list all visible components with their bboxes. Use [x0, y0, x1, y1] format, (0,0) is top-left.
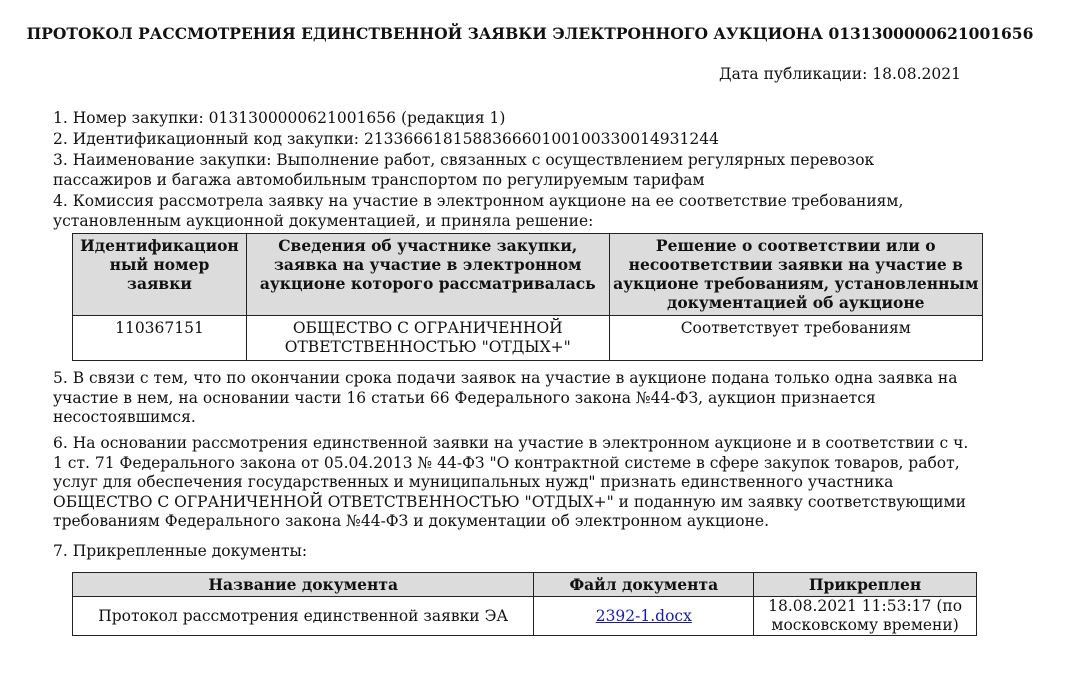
item-commission — [53, 192, 1013, 231]
item-decision-basis-line: ОБЩЕСТВО С ОГРАНИЧЕННОЙ ОТВЕТСТВЕННОСТЬЮ "ОТДЫХ+" и поданную им заявку соответствующими — [53, 492, 966, 511]
cell-document-name: Протокол рассмотрения единственной заявки ЭА — [73, 597, 534, 636]
item-attached-documents: 7. Прикрепленные документы: — [53, 542, 308, 560]
cell-document-file — [534, 597, 754, 636]
item-purchase-number: 1. Номер закупки: 0131300000621001656 (редакция 1) — [53, 109, 506, 127]
item-decision-basis — [53, 434, 1043, 532]
item-decision-basis-line: 1 ст. 71 Федерального закона от 05.04.2013 № 44-ФЗ "О контрактной системе в сфере закупок товаров, работ, — [53, 453, 960, 472]
item-purchase-name-line: 3. Наименование закупки: Выполнение работ, связанных с осуществлением регулярных перевозок — [53, 151, 875, 169]
table-row — [73, 597, 977, 636]
item-auction-failed — [53, 369, 1013, 428]
item-commission-line: 4. Комиссия рассмотрела заявку на участие в электронном аукционе на ее соответствие требованиям, — [53, 192, 904, 210]
decision-table — [72, 233, 983, 361]
document-file-link[interactable]: 2392-1.docx — [595, 606, 692, 625]
table-row — [73, 316, 983, 361]
column-header-decision: Решение о соответствии или о несоответствии заявки на участие в аукционе требованиям, установленным документацией об аукционе — [609, 234, 982, 316]
item-decision-basis-line: услуг для обеспечения государственных и муниципальных нужд" признать единственного участника — [53, 473, 894, 491]
item-auction-failed-line: несостоявшимся. — [53, 408, 196, 426]
item-purchase-name — [53, 151, 1013, 190]
cell-attached-date: 18.08.2021 11:53:17 (по московскому времени) — [754, 597, 977, 636]
document-title: ПРОТОКОЛ РАССМОТРЕНИЯ ЕДИНСТВЕННОЙ ЗАЯВКИ ЭЛЕКТРОННОГО АУКЦИОНА 0131300000621001656 — [26, 24, 1034, 43]
publication-date: Дата публикации: 18.08.2021 — [719, 65, 961, 83]
decision-table-header-row — [73, 234, 983, 316]
item-auction-failed-line: участие в нем, на основании части 16 статьи 66 Федерального закона №44-ФЗ, аукцион признается — [53, 388, 876, 407]
item-purchase-code: 2. Идентификационный код закупки: 213366618158836660100100330014931244 — [53, 130, 719, 148]
item-auction-failed-line: 5. В связи с тем, что по окончании срока подачи заявок на участие в аукционе подана только одна заявка на — [53, 369, 958, 387]
column-header-document-file: Файл документа — [534, 573, 754, 597]
item-commission-line: установленным аукционной документацией, и приняла решение: — [53, 211, 594, 230]
cell-application-id: 110367151 — [73, 316, 247, 361]
documents-table-header-row — [73, 573, 977, 597]
documents-table — [72, 572, 977, 636]
item-decision-basis-line: 6. На основании рассмотрения единственной заявки на участие в электронном аукционе и в соответствии с ч. — [53, 434, 969, 452]
item-purchase-name-line: пассажиров и багажа автомобильным транспортом по регулируемым тарифам — [53, 170, 705, 189]
item-decision-basis-line: требованиям Федерального закона №44-ФЗ и документации об электронном аукционе. — [53, 512, 770, 530]
cell-participant: ОБЩЕСТВО С ОГРАНИЧЕННОЙ ОТВЕТСТВЕННОСТЬЮ "ОТДЫХ+" — [246, 316, 609, 361]
column-header-attached: Прикреплен — [754, 573, 977, 597]
column-header-participant-info: Сведения об участнике закупки, заявка на участие в электронном аукционе которого рассматривалась — [246, 234, 609, 316]
column-header-application-id: Идентификацион ный номер заявки — [73, 234, 247, 316]
column-header-document-name: Название документа — [73, 573, 534, 597]
cell-decision: Соответствует требованиям — [609, 316, 982, 361]
